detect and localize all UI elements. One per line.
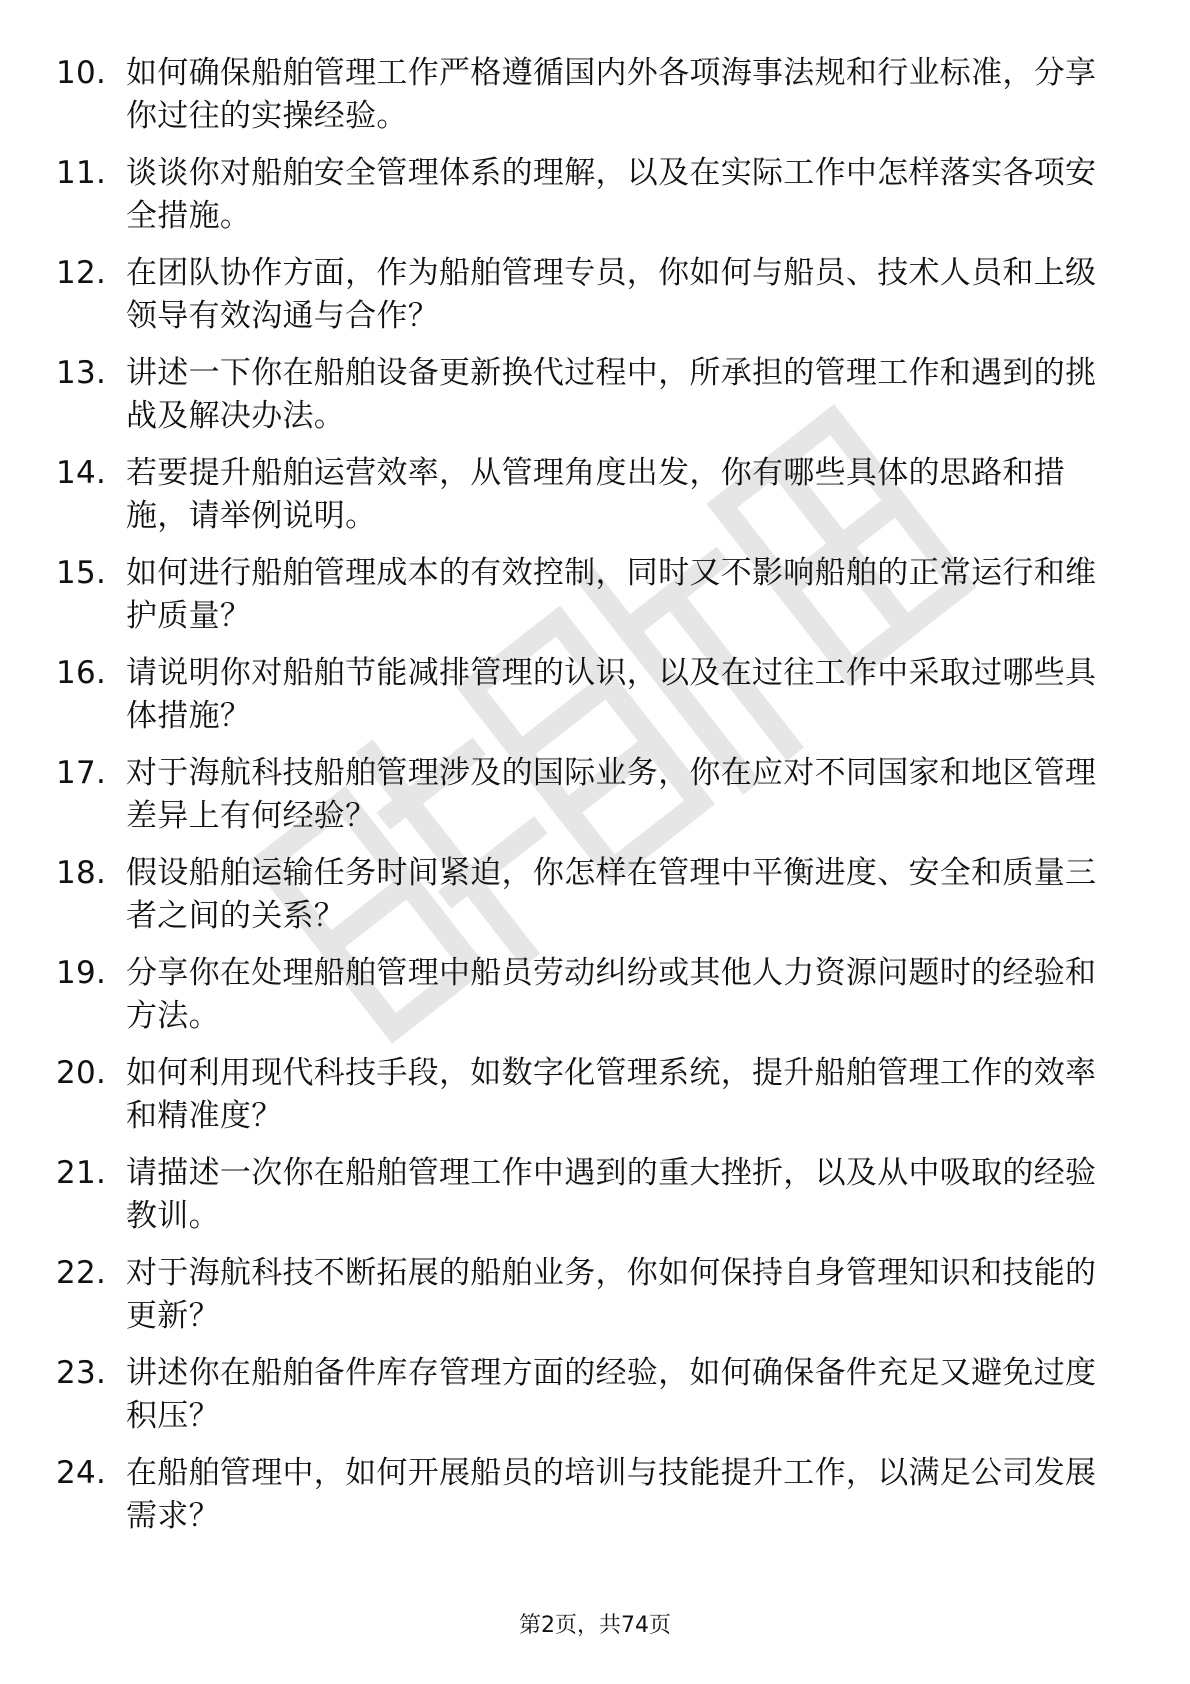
question-number: 14. bbox=[56, 455, 107, 491]
question-text: 讲述一下你在船舶设备更新换代过程中，所承担的管理工作和遇到的挑战及解决办法。 bbox=[126, 355, 1097, 434]
list-item bbox=[56, 452, 1136, 552]
list-item bbox=[56, 152, 1136, 252]
question-number: 17. bbox=[56, 755, 107, 791]
question-text: 若要提升船舶运营效率，从管理角度出发，你有哪些具体的思路和措施，请举例说明。 bbox=[126, 455, 1065, 534]
list-item bbox=[56, 852, 1136, 952]
question-number: 10. bbox=[56, 55, 107, 91]
question-text: 如何利用现代科技手段，如数字化管理系统，提升船舶管理工作的效率和精准度？ bbox=[126, 1055, 1097, 1134]
list-item bbox=[56, 1452, 1136, 1552]
list-item bbox=[56, 1052, 1136, 1152]
list-item bbox=[56, 952, 1136, 1052]
list-item bbox=[56, 52, 1136, 152]
list-item bbox=[56, 252, 1136, 352]
question-number: 24. bbox=[56, 1455, 107, 1491]
list-item bbox=[56, 752, 1136, 852]
question-text: 如何确保船舶管理工作严格遵循国内外各项海事法规和行业标准，分享你过往的实操经验。 bbox=[126, 55, 1097, 134]
question-number: 11. bbox=[56, 155, 107, 191]
question-text: 谈谈你对船舶安全管理体系的理解，以及在实际工作中怎样落实各项安全措施。 bbox=[126, 155, 1097, 234]
question-number: 20. bbox=[56, 1055, 107, 1091]
question-number: 23. bbox=[56, 1355, 107, 1391]
question-text: 请描述一次你在船舶管理工作中遇到的重大挫折，以及从中吸取的经验教训。 bbox=[126, 1155, 1097, 1234]
list-item bbox=[56, 1152, 1136, 1252]
question-text: 请说明你对船舶节能减排管理的认识，以及在过往工作中采取过哪些具体措施？ bbox=[126, 655, 1097, 734]
question-number: 18. bbox=[56, 855, 107, 891]
question-number: 12. bbox=[56, 255, 107, 291]
question-text: 分享你在处理船舶管理中船员劳动纠纷或其他人力资源问题时的经验和方法。 bbox=[126, 955, 1097, 1034]
question-text: 对于海航科技船舶管理涉及的国际业务，你在应对不同国家和地区管理差异上有何经验？ bbox=[126, 755, 1097, 834]
question-text: 在船舶管理中，如何开展船员的培训与技能提升工作，以满足公司发展需求？ bbox=[126, 1455, 1097, 1534]
page-number-label: 第2页，共74页 bbox=[519, 1613, 671, 1638]
question-text: 如何进行船舶管理成本的有效控制，同时又不影响船舶的正常运行和维护质量？ bbox=[126, 555, 1097, 634]
page-footer bbox=[0, 1612, 1190, 1640]
question-number: 16. bbox=[56, 655, 107, 691]
question-number: 13. bbox=[56, 355, 107, 391]
list-item bbox=[56, 1352, 1136, 1452]
question-number: 22. bbox=[56, 1255, 107, 1291]
question-text: 假设船舶运输任务时间紧迫，你怎样在管理中平衡进度、安全和质量三者之间的关系？ bbox=[126, 855, 1097, 934]
list-item bbox=[56, 352, 1136, 452]
list-item bbox=[56, 552, 1136, 652]
list-item bbox=[56, 1252, 1136, 1352]
question-text: 在团队协作方面，作为船舶管理专员，你如何与船员、技术人员和上级领导有效沟通与合作？ bbox=[126, 255, 1097, 334]
question-text: 讲述你在船舶备件库存管理方面的经验，如何确保备件充足又避免过度积压？ bbox=[126, 1355, 1097, 1434]
question-number: 15. bbox=[56, 555, 107, 591]
question-number: 19. bbox=[56, 955, 107, 991]
question-number: 21. bbox=[56, 1155, 107, 1191]
question-text: 对于海航科技不断拓展的船舶业务，你如何保持自身管理知识和技能的更新？ bbox=[126, 1255, 1097, 1334]
list-item bbox=[56, 652, 1136, 752]
question-list bbox=[56, 52, 1136, 1552]
